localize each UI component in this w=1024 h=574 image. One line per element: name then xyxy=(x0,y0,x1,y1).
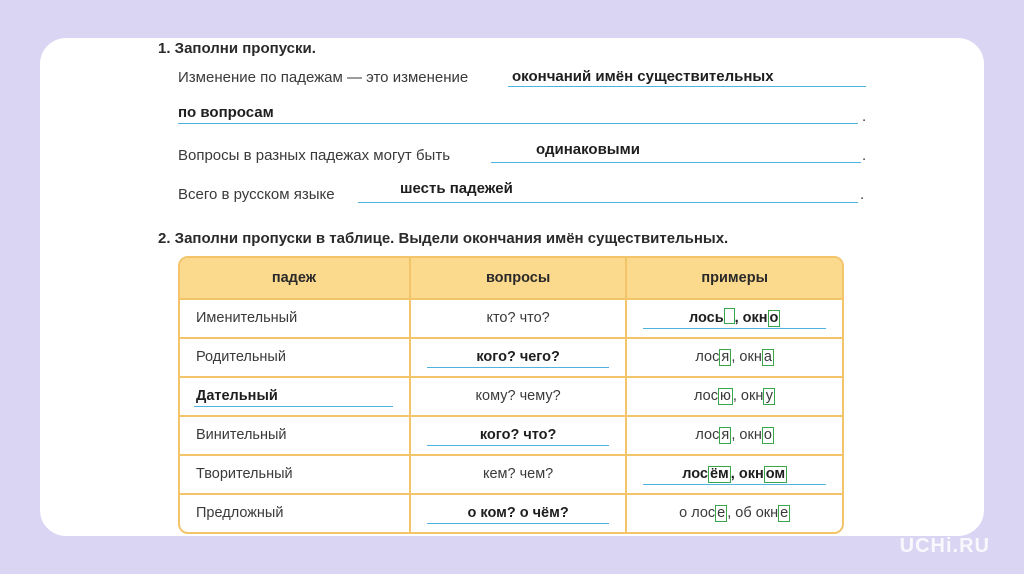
example-word-1: лос xyxy=(682,466,708,482)
ending-box[interactable]: е xyxy=(717,505,726,521)
example-word-1: лось xyxy=(688,310,724,326)
answer-line[interactable] xyxy=(194,406,393,407)
table-row xyxy=(180,298,842,337)
case-questions: кого? чего? xyxy=(476,349,560,365)
case-name: Предложный xyxy=(196,505,284,521)
answer-line[interactable] xyxy=(643,328,826,329)
case-name: Родительный xyxy=(196,349,286,365)
example-word-2: окн xyxy=(740,388,764,404)
header-questions: вопросы xyxy=(411,258,628,298)
case-name: Дательный xyxy=(196,388,278,404)
ending-box[interactable]: о xyxy=(769,310,779,326)
answer-line[interactable] xyxy=(427,367,610,368)
task1-line2-answer: по вопросам xyxy=(178,104,274,121)
ending-box[interactable]: о xyxy=(763,427,772,443)
task1-line4-answer: шесть падежей xyxy=(400,180,513,197)
example-word-2: окн xyxy=(742,310,768,326)
task1-line3-text: Вопросы в разных падежах могут быть xyxy=(178,147,451,164)
task1-line1-answer: окончаний имён существительных xyxy=(512,68,774,85)
example-word-1: лос xyxy=(695,427,720,443)
ending-box[interactable] xyxy=(724,308,735,324)
case-examples xyxy=(627,495,842,532)
table-row xyxy=(180,493,842,532)
table-row xyxy=(180,454,842,493)
example-word-1: о лос xyxy=(679,505,716,521)
cases-table xyxy=(178,256,844,534)
answer-line[interactable] xyxy=(643,484,826,485)
example-word-2: окн xyxy=(739,349,762,365)
case-questions: кем? чем? xyxy=(482,466,554,482)
case-questions: кто? что? xyxy=(486,310,550,326)
example-word-2: окн xyxy=(738,466,764,482)
case-examples xyxy=(627,417,842,454)
uchi-logo: UCHi.RU xyxy=(899,535,990,557)
task1-line4-dot: . xyxy=(860,186,865,203)
header-examples: примеры xyxy=(627,258,842,298)
task1-line2-dot: . xyxy=(862,108,867,125)
ending-box[interactable]: у xyxy=(763,388,775,405)
table-row xyxy=(180,337,842,376)
task1-title: 1. Заполни пропуски. xyxy=(158,40,316,57)
case-questions: о ком? о чём? xyxy=(467,505,569,521)
example-separator: , xyxy=(727,505,736,521)
task1-line3-blank[interactable] xyxy=(491,162,861,163)
ending-box[interactable]: я xyxy=(719,427,731,444)
case-questions: кому? чему? xyxy=(475,388,561,404)
example-separator: , xyxy=(730,466,739,482)
example-separator: , xyxy=(731,427,740,443)
task1-line3-answer: одинаковыми xyxy=(536,141,640,158)
task1-line3-dot: . xyxy=(862,147,867,164)
ending-box[interactable]: я xyxy=(719,349,731,366)
example-word-1: лос xyxy=(695,349,720,365)
task1-line2-blank[interactable] xyxy=(178,123,858,124)
answer-line[interactable] xyxy=(427,445,610,446)
example-separator: , xyxy=(734,310,743,326)
ending-box[interactable]: ом xyxy=(765,466,786,482)
case-examples xyxy=(627,339,842,376)
task2-title: 2. Заполни пропуски в таблице. Выдели окончания имён существительных. xyxy=(158,230,729,247)
answer-line[interactable] xyxy=(427,523,610,524)
example-word-1: лос xyxy=(694,388,718,404)
task1-line1-text: Изменение по падежам — это изменение xyxy=(178,69,469,86)
ending-box[interactable]: е xyxy=(780,505,789,521)
case-name: Винительный xyxy=(196,427,287,443)
header-case: падеж xyxy=(180,258,411,298)
table-row xyxy=(180,415,842,454)
example-separator: , xyxy=(731,349,740,365)
example-separator: , xyxy=(732,388,741,404)
case-examples xyxy=(627,300,842,337)
ending-box[interactable]: ю xyxy=(719,388,731,404)
table-row xyxy=(180,376,842,415)
task1-line4-text: Всего в русском языке xyxy=(178,186,335,203)
case-examples xyxy=(627,378,842,415)
task1-line4-blank[interactable] xyxy=(358,202,858,203)
case-examples xyxy=(627,456,842,493)
case-questions: кого? что? xyxy=(479,427,557,443)
ending-box[interactable]: а xyxy=(763,349,772,365)
example-word-2: об окн xyxy=(735,505,779,521)
example-word-2: окн xyxy=(739,427,762,443)
case-name: Творительный xyxy=(196,466,293,482)
case-name: Именительный xyxy=(196,310,298,326)
task1-line1-blank[interactable] xyxy=(508,86,866,87)
ending-box[interactable]: ём xyxy=(709,466,729,482)
table-header-row xyxy=(180,258,842,298)
